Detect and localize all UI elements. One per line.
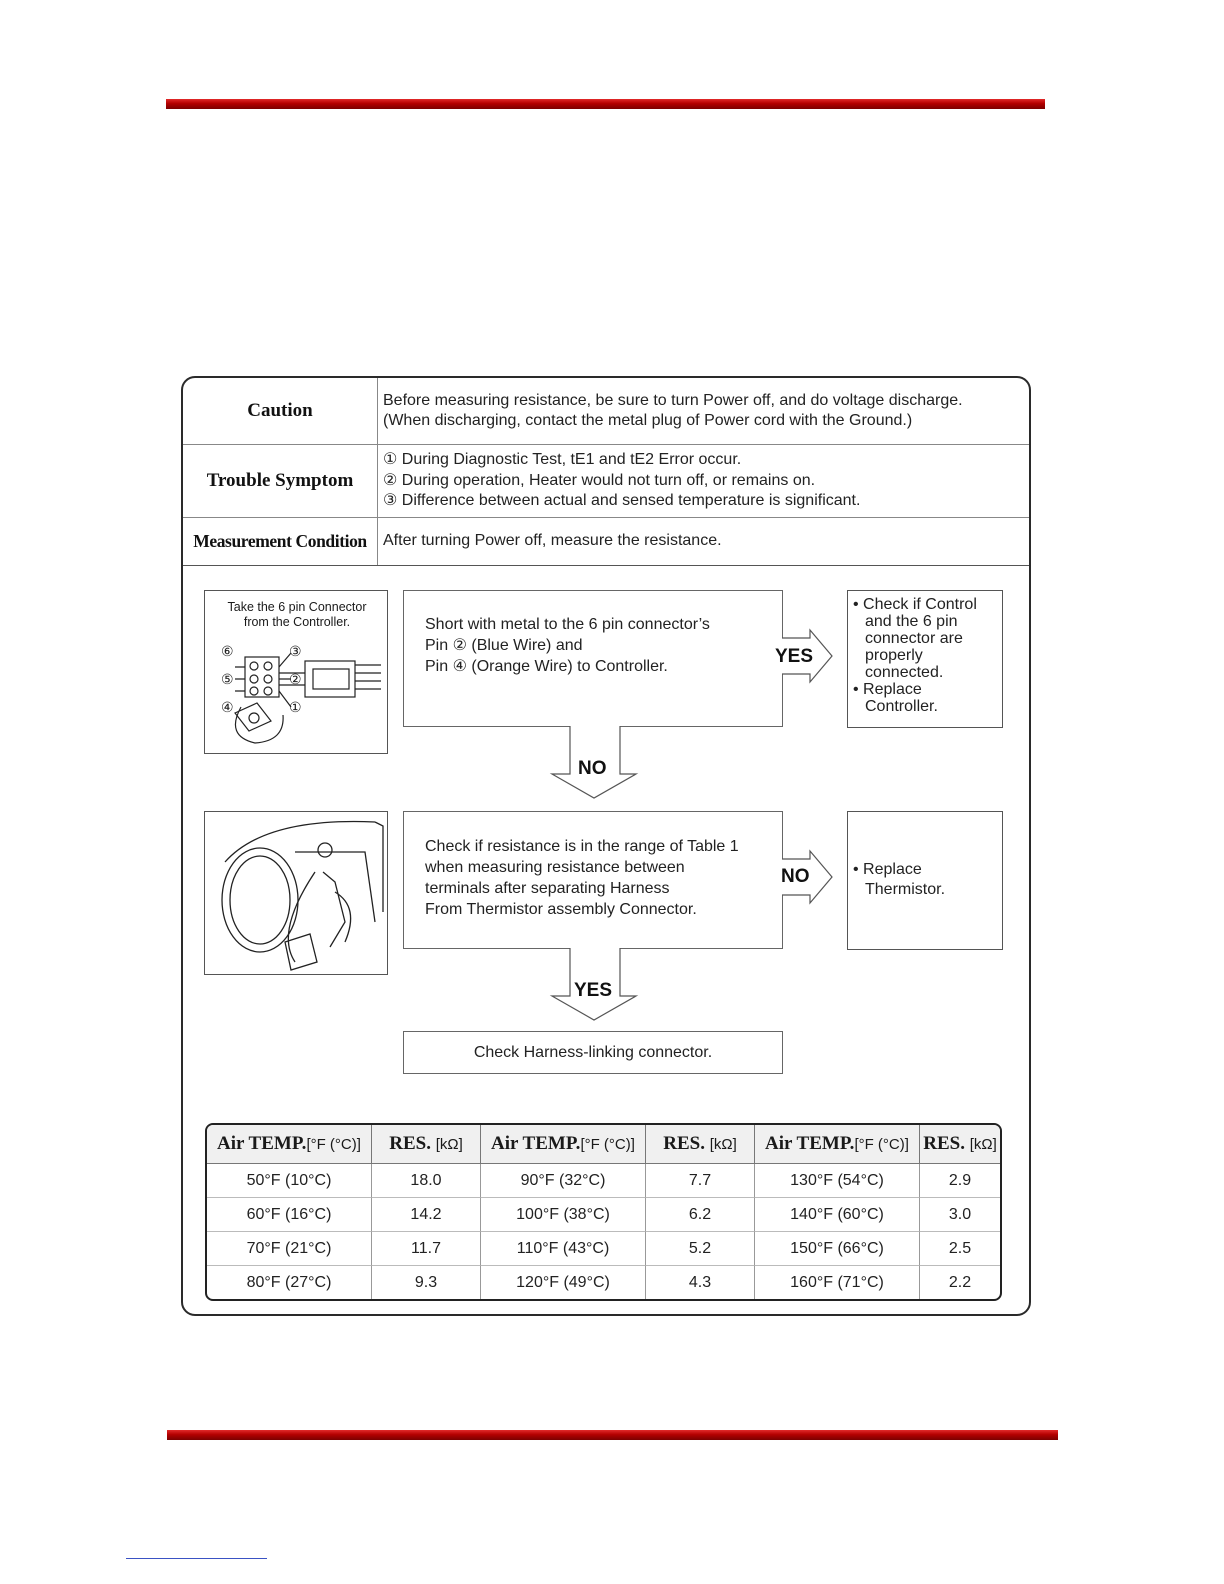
table-row: 50°F (10°C) 18.0 90°F (32°C) 7.7 130°F (54°C) 2.9 bbox=[207, 1164, 1000, 1198]
step2-yes-label: YES bbox=[574, 980, 613, 1001]
step2-text: Check if resistance is in the range of Table 1 when measuring resistance between terminals after separating Harness From Thermistor assembly Connector. bbox=[425, 838, 739, 918]
col-header-res: RES. [kΩ] bbox=[372, 1125, 481, 1164]
pin-label-3: ③ bbox=[289, 643, 302, 659]
symptom-text: ① During Diagnostic Test, tE1 and tE2 Error occur. ② During operation, Heater would not turn off, or remains on. ③ Difference between actual and sensed temperature is significant. bbox=[383, 451, 861, 510]
pin-label-1: ① bbox=[289, 699, 302, 715]
table-row: 70°F (21°C) 11.7 110°F (43°C) 5.2 150°F (66°C) 2.5 bbox=[207, 1232, 1000, 1266]
step1-yes-label: YES bbox=[775, 646, 814, 667]
step1-no-label: NO bbox=[578, 758, 607, 779]
caution-text: Before measuring resistance, be sure to turn Power off, and do voltage discharge. (When discharging, contact the metal plug of Power cord with the Ground.) bbox=[383, 391, 963, 429]
condition-text: After turning Power off, measure the resistance. bbox=[383, 532, 722, 550]
step1-yes-result-text: • Check if Control and the 6 pin connector are properly connected. • Replace Controller. bbox=[853, 596, 977, 715]
thermistor-illustration bbox=[204, 811, 388, 975]
connector-illustration: Take the 6 pin Connector from the Controller. ⑥ ③ ⑤ ② ④ ① bbox=[204, 590, 388, 754]
footnote-line bbox=[126, 1558, 267, 1559]
pin-label-5: ⑤ bbox=[221, 671, 234, 687]
condition-row bbox=[183, 518, 1029, 566]
col-header-res: RES. [kΩ] bbox=[646, 1125, 755, 1164]
caution-label: Caution bbox=[183, 378, 378, 444]
col-header-res: RES. [kΩ] bbox=[920, 1125, 1000, 1164]
symptom-row bbox=[183, 445, 1029, 518]
condition-label: Measurement Condition bbox=[183, 518, 378, 565]
bottom-red-rule bbox=[167, 1430, 1058, 1440]
step2-no-label: NO bbox=[781, 866, 810, 887]
final-step-box: Check Harness-linking connector. bbox=[403, 1031, 783, 1074]
col-header-temp: Air TEMP.[°F (°C)] bbox=[755, 1125, 920, 1164]
col-header-temp: Air TEMP.[°F (°C)] bbox=[481, 1125, 646, 1164]
table-header-row bbox=[207, 1125, 1000, 1164]
table-row: 60°F (16°C) 14.2 100°F (38°C) 6.2 140°F (60°C) 3.0 bbox=[207, 1198, 1000, 1232]
step1-text: Short with metal to the 6 pin connector’s Pin ② (Blue Wire) and Pin ④ (Orange Wire) to Controller. bbox=[425, 616, 710, 675]
step2-no-result-text: • Replace Thermistor. bbox=[853, 861, 946, 898]
pin-label-4: ④ bbox=[221, 699, 234, 715]
pin-label-6: ⑥ bbox=[221, 643, 234, 659]
symptom-label: Trouble Symptom bbox=[183, 445, 378, 517]
col-header-temp: Air TEMP.[°F (°C)] bbox=[207, 1125, 372, 1164]
pin-label-2: ② bbox=[289, 671, 302, 687]
table-row: 80°F (27°C) 9.3 120°F (49°C) 4.3 160°F (71°C) 2.2 bbox=[207, 1266, 1000, 1299]
top-red-rule bbox=[166, 99, 1045, 109]
caution-row bbox=[183, 378, 1029, 445]
resistance-table bbox=[205, 1123, 1002, 1301]
thermistor-drawing bbox=[205, 812, 389, 976]
